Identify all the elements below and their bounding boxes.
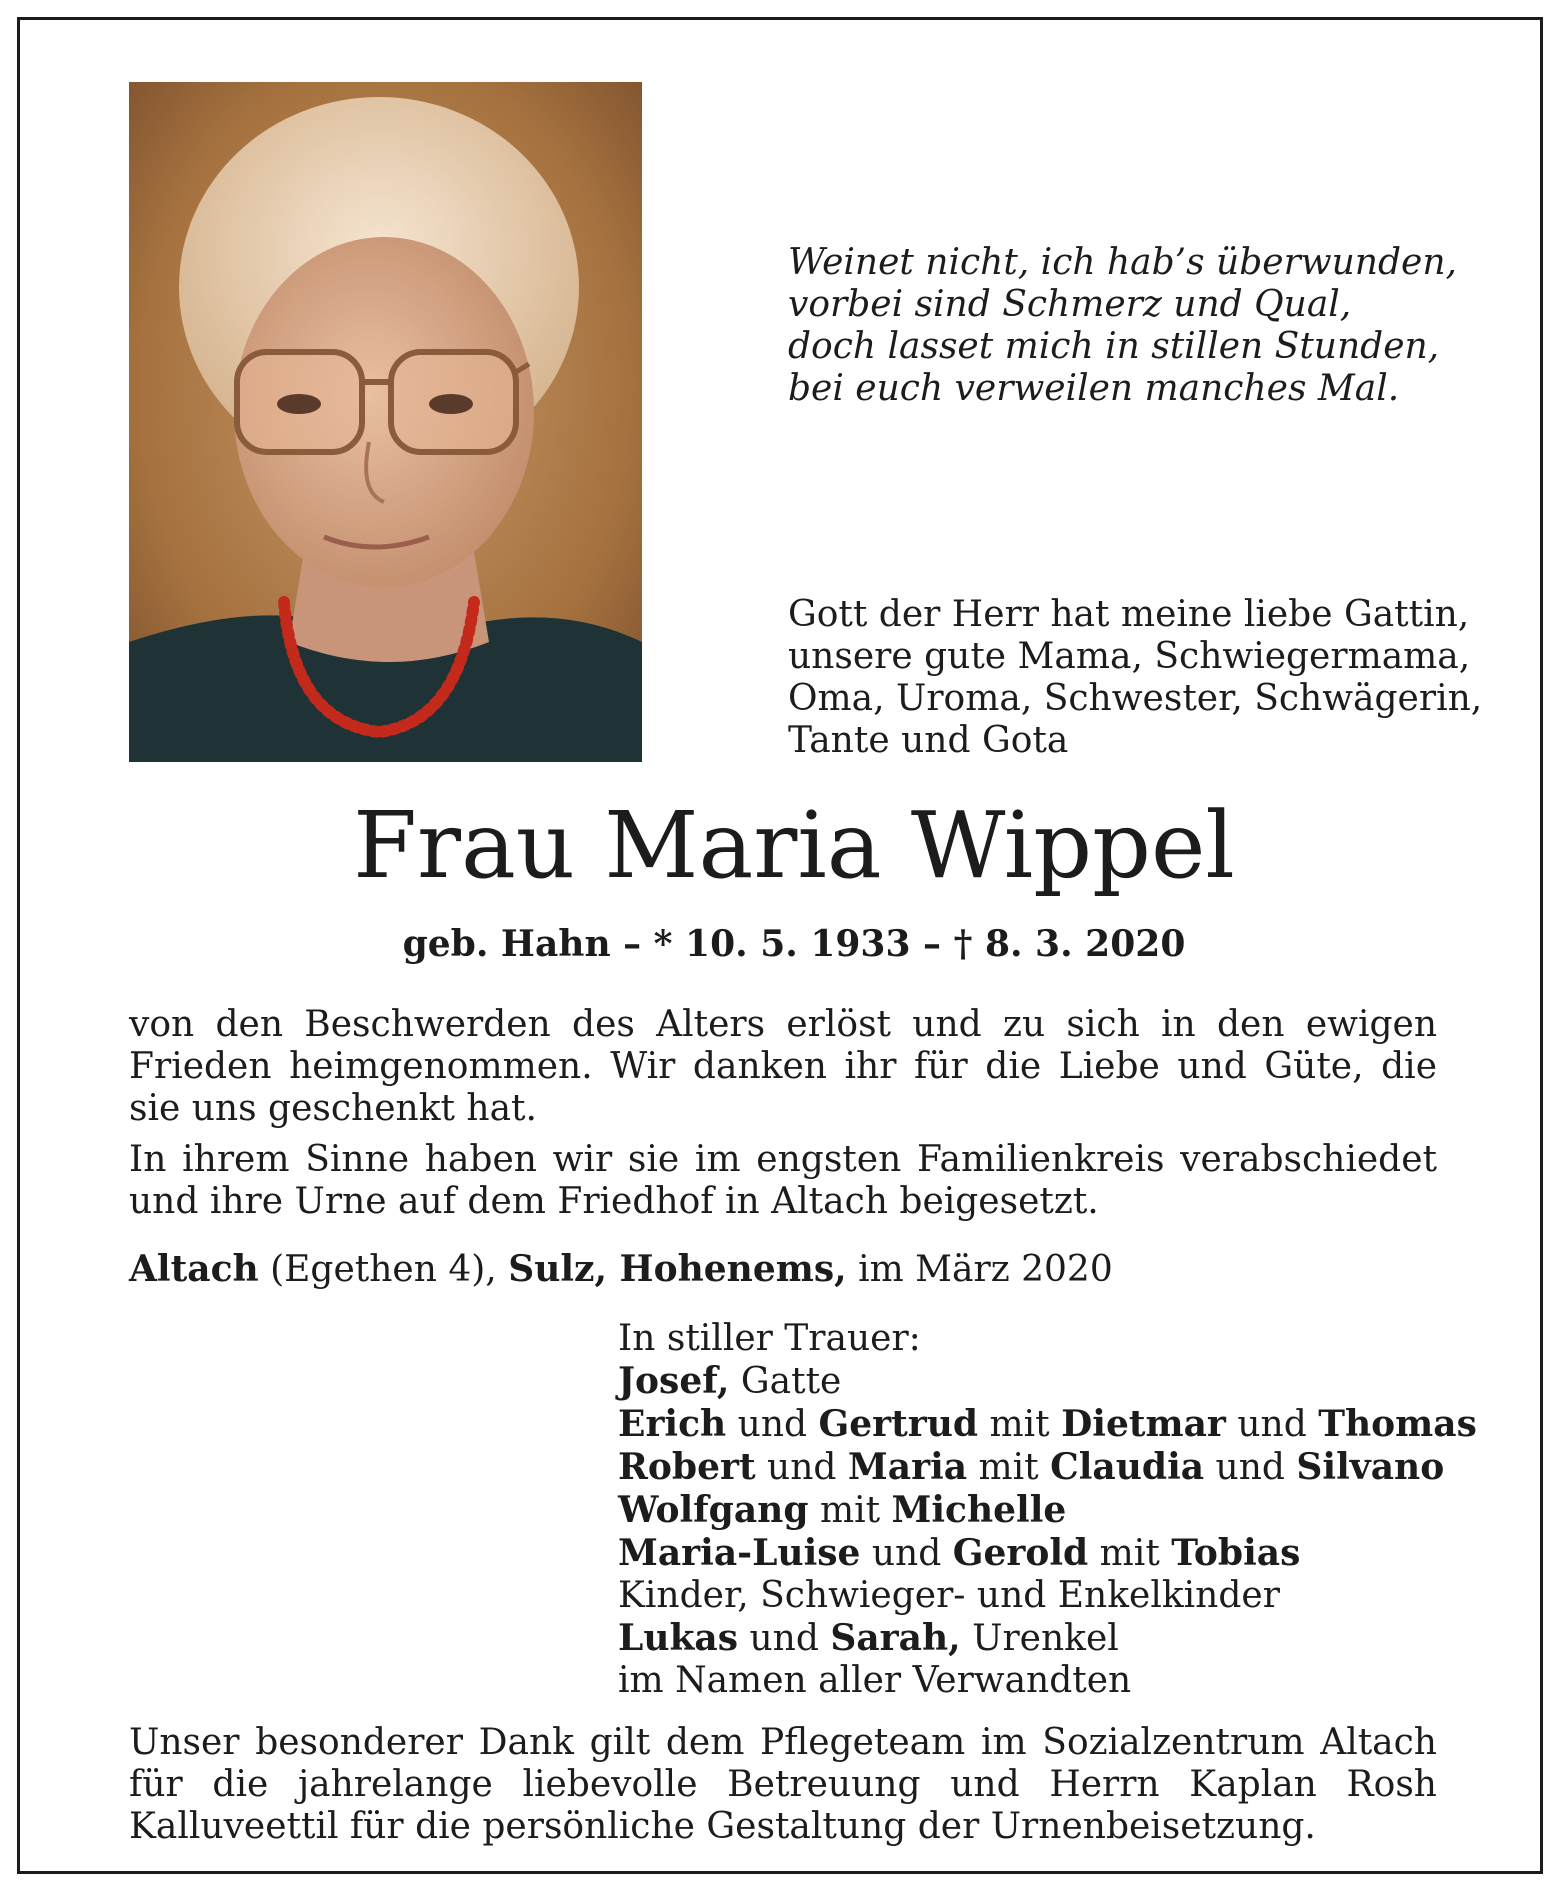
mourner-relation: Urenkel [960, 1618, 1119, 1659]
paragraph-relief: von den Beschwerden des Alters erlöst und zu sich in den ewigen Frieden heimgenommen. Wir danken ihr für die Liebe und Güte, die sie uns geschenkt hat. [129, 1004, 1437, 1129]
mourner-name: Michelle [891, 1489, 1067, 1531]
connector: mit [808, 1490, 892, 1531]
mourner-name: Tobias [1171, 1532, 1301, 1574]
connector: mit [1088, 1533, 1172, 1574]
mourner-name: Wolfgang [618, 1489, 809, 1531]
poem-line: doch lasset mich in stillen Stunden, [788, 326, 1440, 367]
connector: mit [978, 1404, 1062, 1445]
mourner-name: Dietmar [1061, 1403, 1226, 1445]
mourner-line [618, 1360, 1518, 1403]
connector: und [860, 1533, 953, 1574]
connector: und [1225, 1404, 1319, 1445]
mourners-header: In stiller Trauer: [618, 1318, 921, 1359]
mourner-name: Erich [618, 1403, 727, 1445]
poem-line: vorbei sind Schmerz und Qual, [788, 284, 1352, 325]
place-address: (Egethen 4), [258, 1249, 509, 1290]
intro-line: Oma, Uroma, Schwester, Schwägerin, [788, 678, 1483, 719]
mourner-line [618, 1489, 1518, 1532]
place-towns: Sulz, Hohenems, [508, 1248, 847, 1290]
poem-line: bei euch verweilen manches Mal. [788, 368, 1400, 409]
mourner-relation-line: Kinder, Schwieger- und Enkelkinder [618, 1575, 1280, 1616]
mourner-name: Thomas [1318, 1403, 1477, 1445]
mourner-line [618, 1446, 1518, 1489]
mourner-name: Silvano [1296, 1446, 1445, 1488]
mourner-line [618, 1617, 1518, 1660]
mourner-name: Sarah, [830, 1617, 961, 1659]
paragraph-burial: In ihrem Sinne haben wir sie im engsten Familienkreis verabschiedet und ihre Urne auf dem Friedhof in Altach beigesetzt. [129, 1139, 1437, 1222]
intro-line: Gott der Herr hat meine liebe Gattin, [788, 594, 1470, 635]
thanks-paragraph: Unser besonderer Dank gilt dem Pflegeteam im Sozialzentrum Altach für die jahrelange liebevolle Betreuung und Herrn Kaplan Rosh Kalluveettil für die persönliche Gestaltung der Urnenbeisetzung. [129, 1722, 1437, 1847]
mourners-list [618, 1318, 1518, 1702]
portrait-photo [129, 82, 642, 762]
birth-death-dates: geb. Hahn – * 10. 5. 1933 – † 8. 3. 2020 [402, 923, 1186, 965]
mourner-name: Maria [847, 1446, 968, 1488]
place-date: im März 2020 [846, 1249, 1113, 1290]
intro-text [788, 594, 1508, 762]
mourner-name: Robert [618, 1446, 756, 1488]
connector: und [726, 1404, 819, 1445]
mourner-name: Lukas [618, 1617, 739, 1659]
mourner-line [618, 1403, 1518, 1446]
place-altach: Altach [129, 1248, 259, 1290]
mourner-name: Josef, [618, 1360, 730, 1402]
deceased-name: Frau Maria Wippel [353, 792, 1235, 899]
connector: und [738, 1618, 831, 1659]
mourner-name: Gerold [952, 1532, 1089, 1574]
connector: mit [967, 1447, 1051, 1488]
mourner-line [618, 1532, 1518, 1575]
poem-line: Weinet nicht, ich hab’s überwunden, [788, 242, 1457, 283]
mourner-name: Claudia [1050, 1446, 1205, 1488]
intro-line: Tante und Gota [788, 720, 1069, 761]
intro-line: unsere gute Mama, Schwiegermama, [788, 636, 1471, 677]
mourner-relation: Gatte [729, 1361, 842, 1402]
mourner-name: Maria-Luise [618, 1532, 861, 1574]
connector: und [755, 1447, 848, 1488]
place-date-line [129, 1248, 1437, 1291]
mourner-closing-line: im Namen aller Verwandten [618, 1660, 1132, 1701]
connector: und [1204, 1447, 1297, 1488]
poem [788, 242, 1508, 410]
mourner-name: Gertrud [818, 1403, 979, 1445]
